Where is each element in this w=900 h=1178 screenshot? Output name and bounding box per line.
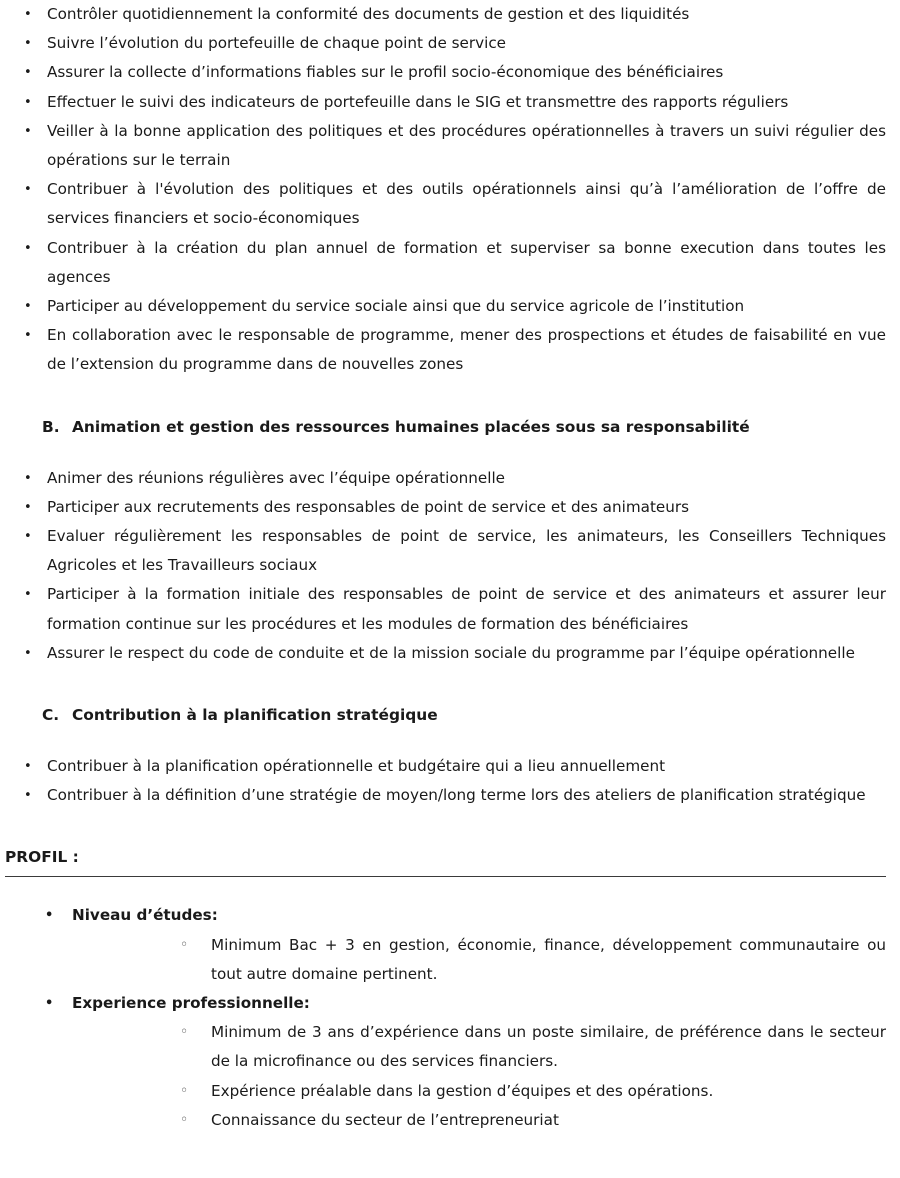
- list-item: • Contribuer à l'évolution des politiques et des outils opérationnels ainsi qu’à l’amélioration de l’offre de services financiers et socio-économiques: [0, 175, 900, 233]
- section-b-bullet-list: [0, 464, 900, 668]
- section-a-bullet-list: [0, 0, 900, 380]
- spacer: [0, 810, 900, 844]
- profil-group-label: Niveau d’études:: [72, 906, 218, 925]
- list-item: • Contribuer à la création du plan annuel de formation et superviser sa bonne execution dans toutes les agences: [0, 234, 900, 292]
- profil-group-list: [0, 901, 900, 1135]
- profil-sub-list: [72, 1018, 900, 1135]
- list-item: ◦ Minimum de 3 ans d’expérience dans un poste similaire, de préférence dans le secteur de la microfinance ou des services financiers.: [72, 1018, 900, 1076]
- spacer: [0, 877, 900, 901]
- spacer: [0, 380, 900, 414]
- list-item: • Contribuer à la planification opérationnelle et budgétaire qui a lieu annuellement: [0, 752, 900, 781]
- spacer: [0, 668, 900, 702]
- section-b-letter: B.: [42, 417, 60, 436]
- list-item: • Assurer le respect du code de conduite et de la mission sociale du programme par l’équipe opérationnelle: [0, 639, 900, 668]
- list-item: • Participer au développement du service sociale ainsi que du service agricole de l’institution: [0, 292, 900, 321]
- spacer: [0, 440, 900, 464]
- profil-sub-list: [72, 931, 900, 989]
- profil-group-label: Experience professionnelle:: [72, 994, 310, 1013]
- list-item: • Participer à la formation initiale des responsables de point de service et des animateurs et assurer leur formation continue sur les procédures et les modules de formation des bénéficiaires: [0, 580, 900, 638]
- section-b-heading: [0, 414, 900, 440]
- profil-heading: PROFIL :: [5, 848, 79, 867]
- list-item: • Animer des réunions régulières avec l’équipe opérationnelle: [0, 464, 900, 493]
- list-item: • Participer aux recrutements des responsables de point de service et des animateurs: [0, 493, 900, 522]
- list-item: • Contribuer à la définition d’une stratégie de moyen/long terme lors des ateliers de planification stratégique: [0, 781, 900, 810]
- list-item: • Assurer la collecte d’informations fiables sur le profil socio-économique des bénéficiaires: [0, 58, 900, 87]
- list-item: • Suivre l’évolution du portefeuille de chaque point de service: [0, 29, 900, 58]
- section-c-bullet-list: [0, 752, 900, 810]
- list-item: [0, 989, 900, 1135]
- list-item: [0, 901, 900, 989]
- list-item: • Veiller à la bonne application des politiques et des procédures opérationnelles à travers un suivi régulier des opérations sur le terrain: [0, 117, 900, 175]
- spacer: [0, 728, 900, 752]
- section-b-title: Animation et gestion des ressources humaines placées sous sa responsabilité: [72, 417, 750, 436]
- list-item: ◦ Expérience préalable dans la gestion d’équipes et des opérations.: [72, 1077, 900, 1106]
- list-item: ◦ Minimum Bac + 3 en gestion, économie, finance, développement communautaire ou tout autre domaine pertinent.: [72, 931, 900, 989]
- list-item: • Evaluer régulièrement les responsables de point de service, les animateurs, les Conseillers Techniques Agricoles et les Travailleurs sociaux: [0, 522, 900, 580]
- list-item: • Contrôler quotidiennement la conformité des documents de gestion et des liquidités: [0, 0, 900, 29]
- section-c-heading: [0, 702, 900, 728]
- list-item: ◦ Connaissance du secteur de l’entrepreneuriat: [72, 1106, 900, 1135]
- list-item: • En collaboration avec le responsable de programme, mener des prospections et études de faisabilité en vue de l’extension du programme dans de nouvelles zones: [0, 321, 900, 379]
- list-item: • Effectuer le suivi des indicateurs de portefeuille dans le SIG et transmettre des rapports réguliers: [0, 88, 900, 117]
- section-c-title: Contribution à la planification stratégique: [72, 706, 438, 725]
- section-c-letter: C.: [42, 706, 60, 725]
